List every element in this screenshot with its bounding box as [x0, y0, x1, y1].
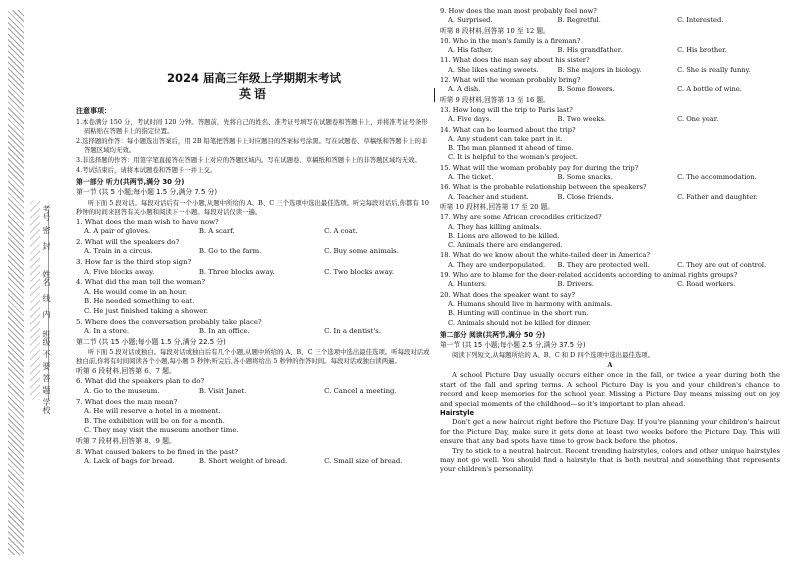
- option-a: A. Teacher and student.: [448, 192, 529, 201]
- option-c: C. They are out of control.: [677, 260, 767, 269]
- option-c: C. They may visit the museum another time.: [84, 426, 239, 435]
- question-3: 3. How far is the third stop sign?: [76, 257, 192, 266]
- question-14: 14. What can be learned about the trip?: [440, 125, 576, 134]
- option-a: A. She likes eating sweets.: [448, 65, 539, 74]
- option-b: B. They are protected well.: [557, 260, 650, 269]
- question-16: 16. What is the probable relationship between the speakers?: [440, 183, 647, 192]
- option-b: B. Some snacks.: [557, 173, 613, 182]
- option-a: A. A pair of gloves.: [84, 227, 151, 236]
- part2-instruction: 阅读下列短文,从每题所给的 A、B、C 和 D 四个选项中选出最佳选项。: [452, 351, 655, 360]
- right-column: [440, 6, 780, 475]
- option-c: C. Father and daughter.: [677, 192, 758, 201]
- question-19-options: [440, 280, 780, 289]
- question-15-options: [440, 173, 780, 182]
- question-18-options: [440, 261, 780, 270]
- option-b: B. Some flowers.: [557, 85, 615, 94]
- part1-section1-instruction: 听下面 5 段对话。每段对话后有一个小题,从题中所给的 A、B、C 三个选项中选出最佳选项。听完每段对话后,你都有 10 秒钟的时间来回答有关小题和阅读下一小题。每段对话仅读一遍。: [76, 198, 429, 216]
- binding-hatch-inner: [30, 200, 40, 400]
- part1-section2-instruction: 听下面 5 段对话或独白。每段对话或独白后有几个小题,从题中所给的 A、B、C 三个选项中选出最佳选项。听每段对话或独白前,你将有时间阅读各个小题,每小题 5 秒钟;听完后,各小题将给出 5 秒钟的作答时间。每段对话或独白读两遍。: [76, 348, 430, 366]
- question-1-options: [76, 227, 432, 237]
- question-8-options: [76, 457, 432, 467]
- part2-title: 第二部分 阅读(共两节,满分 50 分): [440, 330, 546, 339]
- question-13-options: [440, 115, 780, 124]
- seal-char-5: 不: [42, 350, 51, 358]
- question-9: 9. How does the man most probably feel now?: [440, 7, 597, 15]
- seal-char-8: 题: [42, 386, 51, 394]
- option-c: C. A bottle of wine.: [677, 85, 742, 94]
- question-4: 4. What did the man tell the woman?: [76, 278, 206, 287]
- question-12-options: [440, 85, 780, 94]
- exam-title: 2024 届高三年级上学期期末考试: [166, 71, 341, 85]
- option-b: B. She majors in biology.: [557, 65, 642, 74]
- option-c: C. Cancel a meeting.: [324, 387, 397, 396]
- part1-title: 第一部分 听力(共两节,满分 30 分): [76, 177, 185, 186]
- option-a: A. Five blocks away.: [84, 267, 155, 276]
- option-a: A. Lack of bags for bread.: [84, 457, 175, 466]
- question-12: 12. What will the woman probably bring?: [440, 76, 581, 85]
- material-10-note: 听第 10 段材料,回答第 17 至 20 题。: [440, 202, 554, 211]
- option-b: B. Two weeks.: [557, 115, 607, 124]
- question-17: 17. Why are some African crocodiles criticized?: [440, 213, 602, 222]
- option-b: B. Drivers.: [557, 280, 594, 289]
- material-7-note: 听第 7 段材料,回答第 8、9 题。: [76, 437, 176, 446]
- option-b: B. Close friends.: [557, 192, 614, 201]
- question-2-options: [76, 247, 432, 257]
- question-5: 5. Where does the conversation probably take place?: [76, 317, 262, 326]
- part1-section1-title: 第一节 (共 5 小题;每小题 1.5 分,满分 7.5 分): [76, 188, 218, 197]
- seal-char-2: 封: [42, 242, 51, 250]
- option-b: B. The man planned it ahead of time.: [448, 144, 574, 153]
- question-3-options: [76, 268, 432, 278]
- question-2: 2. What will the speakers do?: [76, 237, 180, 246]
- option-a: A. He will reserve a hotel in a moment.: [84, 407, 221, 416]
- question-20: 20. What does the speaker want to say?: [440, 290, 576, 299]
- option-c: C. She is really funny.: [677, 65, 751, 74]
- seal-char-6: 要: [42, 362, 51, 370]
- option-a: A. His father.: [448, 46, 493, 55]
- seal-line: [48, 210, 49, 400]
- option-b: B. Three blocks away.: [198, 267, 275, 276]
- option-a: A. Go to the museum.: [84, 387, 160, 396]
- option-a: A. He would come in an hour.: [84, 287, 188, 296]
- option-c: C. A coat.: [324, 227, 358, 236]
- option-a: A. Five days.: [448, 115, 492, 124]
- option-a: A. A dish.: [448, 85, 481, 94]
- part1-section2-title: 第二节 (共 15 小题;每小题 1.5 分,满分 22.5 分): [76, 337, 226, 346]
- binding-hatch: [8, 10, 24, 555]
- option-c: C. One year.: [677, 115, 719, 124]
- question-11: 11. What does the man say about his sister?: [440, 56, 590, 65]
- option-a: A. They has killing animals.: [448, 222, 542, 231]
- option-a: A. They are underpopulated.: [448, 260, 546, 269]
- option-c: C. Two blocks away.: [324, 267, 394, 276]
- question-5-options: [76, 327, 432, 337]
- binding-exam-no: 考号: [42, 205, 51, 221]
- option-c: C. In a dentist's.: [324, 327, 381, 336]
- option-a: A. The ticket.: [448, 173, 494, 182]
- question-13: 13. How long will the trip to Paris last?: [440, 105, 573, 114]
- passage-label: A: [607, 361, 613, 370]
- option-b: B. His grandfather.: [557, 46, 623, 55]
- option-c: C. His brother.: [677, 46, 727, 55]
- question-9-options: [440, 16, 780, 25]
- option-b: B. A scarf.: [198, 227, 235, 236]
- question-16-options: [440, 193, 780, 202]
- material-6-note: 听第 6 段材料,回答第 6、7 题。: [76, 366, 176, 375]
- seal-char-3: 线: [42, 294, 51, 302]
- question-19: 19. Who are to blame for the deer-related accidents according to animal rights groups?: [440, 271, 738, 280]
- option-b: B. Hunting will continue in the short run.: [448, 309, 589, 318]
- option-b: B. He needed something to eat.: [84, 297, 195, 306]
- material-8-note: 听第 8 段材料,回答第 10 至 12 题。: [440, 26, 550, 35]
- option-a: A. Any student can take part in it.: [448, 134, 563, 143]
- option-c: C. Animals there are endangered.: [448, 241, 563, 250]
- note-item: 1.本卷满分 150 分，考试时间 120 分钟。答题前，先将自己的姓名、准考证号填写在试题卷和答题卡上，并将准考证号条形码粘贴在答题卡上的指定位置。: [76, 117, 428, 135]
- option-b: B. In an office.: [198, 327, 250, 336]
- option-a: A. Train in a circus.: [84, 247, 153, 256]
- option-a: A. In a store.: [84, 327, 130, 336]
- option-c: C. He just finished taking a shower.: [84, 306, 209, 315]
- option-c: C. Road workers.: [677, 280, 736, 289]
- material-9-note: 听第 9 段材料,回答第 13 至 16 题。: [440, 95, 550, 104]
- passage-paragraph-3: Try to stick to a neutral haircut. Recent trending hairstyles, colors and other unique hairstyles may not go well. You should find a hairstyle that is both neutral and something that represents your children's personality.: [440, 446, 780, 474]
- passage-paragraph-2: Don't get a new haircut right before the Picture Day. If you're planning your children's haircut for the Picture Day, make sure it gets done at least two weeks before the Picture Day. This will ensure that any bad spots have time to grow back before the photos.: [440, 418, 780, 446]
- option-b: B. Short weight of bread.: [198, 457, 288, 466]
- question-8: 8. What caused bakers to be fined in the past?: [76, 447, 239, 456]
- part2-section1-title: 第一节 (共 15 小题;每小题 2.5 分,满分 37.5 分): [440, 341, 586, 350]
- exam-subject: 英语: [238, 86, 269, 101]
- option-b: B. Visit Janet.: [198, 387, 247, 396]
- option-c: C. Buy some animals.: [324, 247, 399, 256]
- question-10-options: [440, 46, 780, 55]
- notes-title: 注意事项：: [76, 107, 111, 116]
- option-c: C. Interested.: [677, 16, 724, 25]
- binding-strip: [0, 0, 58, 563]
- margin-mark: [434, 88, 435, 102]
- question-15: 15. What will the woman probably pay for during the trip?: [440, 163, 639, 172]
- option-a: A. Hunters.: [448, 280, 487, 289]
- option-a: A. Humans should live in harmony with animals.: [448, 299, 613, 308]
- option-b: B. Regretful.: [557, 16, 601, 25]
- option-c: C. Animals should not be killed for dinner.: [448, 318, 591, 327]
- note-item: 3.非选择题的作答：用签字笔直接答在答题卡上对应的答题区域内。写在试题卷、草稿纸和答题卡上的非答题区域均无效。: [76, 155, 421, 164]
- option-c: C. Small size of bread.: [324, 457, 403, 466]
- option-b: B. Lions are allowed to be killed.: [448, 231, 560, 240]
- question-10: 10. Who in the man's family is a fireman?: [440, 36, 581, 45]
- question-11-options: [440, 66, 780, 75]
- option-b: B. The exhibition will be on for a month.: [84, 416, 225, 425]
- option-c: C. It is helpful to the woman's project.: [448, 153, 578, 162]
- passage-heading: Hairstyle: [440, 409, 475, 418]
- option-a: A. Surprised.: [448, 16, 493, 25]
- question-6-options: [76, 387, 432, 397]
- question-6: 6. What did the speakers plan to do?: [76, 377, 205, 386]
- question-1: 1. What does the man wish to have now?: [76, 217, 219, 226]
- binding-school: 学校: [42, 398, 51, 414]
- note-item: 2.选择题的作答：每小题选出答案后，用 2B 铅笔把答题卡上对应题目的答案标号涂黑。写在试题卷、草稿纸和答题卡上的非答题区域均无效。: [76, 136, 428, 154]
- note-item: 4.考试结束后，请将本试题卷和答题卡一并上交。: [76, 165, 217, 174]
- seal-char-4: 内: [42, 310, 51, 318]
- question-18: 18. What do we know about the white-tailed deer in America?: [440, 251, 650, 260]
- left-column: [76, 64, 432, 467]
- option-b: B. Go to the farm.: [198, 247, 262, 256]
- passage-paragraph-1: A school Picture Day usually occurs either once in the fall, or twice a year during both the start of the fall and spring terms. A school Picture Day is you and your children's chance to record and keep memories for the school year. Missing a Picture Day means missing out on joy and special moments of the childhood—so it's important to plan ahead.: [440, 371, 780, 408]
- binding-name: 姓名: [42, 270, 51, 286]
- seal-char-1: 密: [42, 226, 51, 234]
- question-7: 7. What does the man mean?: [76, 397, 178, 406]
- seal-char-7: 答: [42, 374, 51, 382]
- option-c: C. The accommodation.: [677, 173, 757, 182]
- binding-class: 班级: [42, 330, 51, 346]
